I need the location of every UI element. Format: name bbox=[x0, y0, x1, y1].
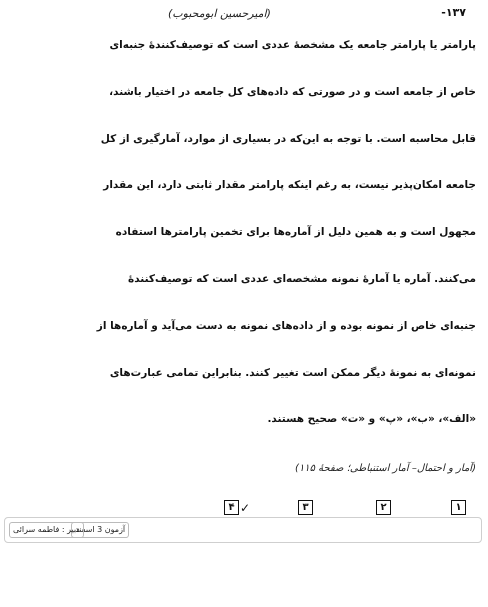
editor-tag: دبیر : فاطمه سرائی bbox=[9, 522, 84, 538]
explanation-line: خاص از جامعه است و در صورتی که داده‌های کل جامعه در اختیار باشند، bbox=[109, 85, 476, 98]
option-1 bbox=[451, 497, 466, 511]
explanation-line: می‌کنند. آماره یا آمارهٔ نمونه مشخصه‌ای عددی است که توصیف‌کننده‌ٔ bbox=[128, 272, 476, 285]
question-author: (امیرحسین ابومحبوب) bbox=[168, 7, 271, 20]
answer-options bbox=[168, 497, 468, 513]
answer-explanation bbox=[96, 39, 476, 461]
option-1-label: ۱ bbox=[451, 500, 466, 515]
checkmark-icon: ✓ bbox=[240, 500, 251, 515]
source-reference: (آمار و احتمال– آمار استنباطی؛ صفحهٔ ۱۱۵) bbox=[294, 463, 476, 474]
question-number: -۱۳۷ bbox=[441, 6, 466, 19]
option-2-label: ۲ bbox=[376, 500, 391, 515]
explanation-line: مجهول است و به همین دلیل از آماره‌ها برای تخمین پارامترها استفاده bbox=[115, 226, 476, 239]
explanation-line: قابل محاسبه است. با توجه به این‌که در بسیاری از موارد، آمارگیری از کل bbox=[100, 132, 476, 145]
option-3 bbox=[298, 497, 313, 511]
option-3-label: ۳ bbox=[298, 500, 313, 515]
explanation-line: «الف»، «ب»، «پ» و «ت» صحیح هستند. bbox=[267, 413, 476, 426]
explanation-line: جنبه‌ای خاص از نمونه بوده و از داده‌های نمونه به دست می‌آید و آماره‌ها از bbox=[96, 319, 476, 332]
explanation-line: نمونه‌ای به نمونهٔ دیگر ممکن است تغییر کنند. بنابراین تمامی عبارت‌های bbox=[109, 366, 476, 379]
explanation-line: جامعه امکان‌پذیر نیست، به رغم اینکه پارامتر مقدار ثابتی دارد، این مقدار bbox=[103, 179, 476, 192]
explanation-line: پارامتر یا پارامتر جامعه یک مشخصهٔ عددی است که توصیف‌کنندهٔ جنبه‌ای bbox=[109, 39, 476, 51]
option-4 bbox=[224, 497, 251, 515]
option-2 bbox=[376, 497, 391, 511]
option-4-label: ۴ bbox=[224, 500, 239, 515]
footer-bar bbox=[4, 517, 482, 543]
exam-tag: آزمون 3 اسفند bbox=[71, 522, 129, 538]
